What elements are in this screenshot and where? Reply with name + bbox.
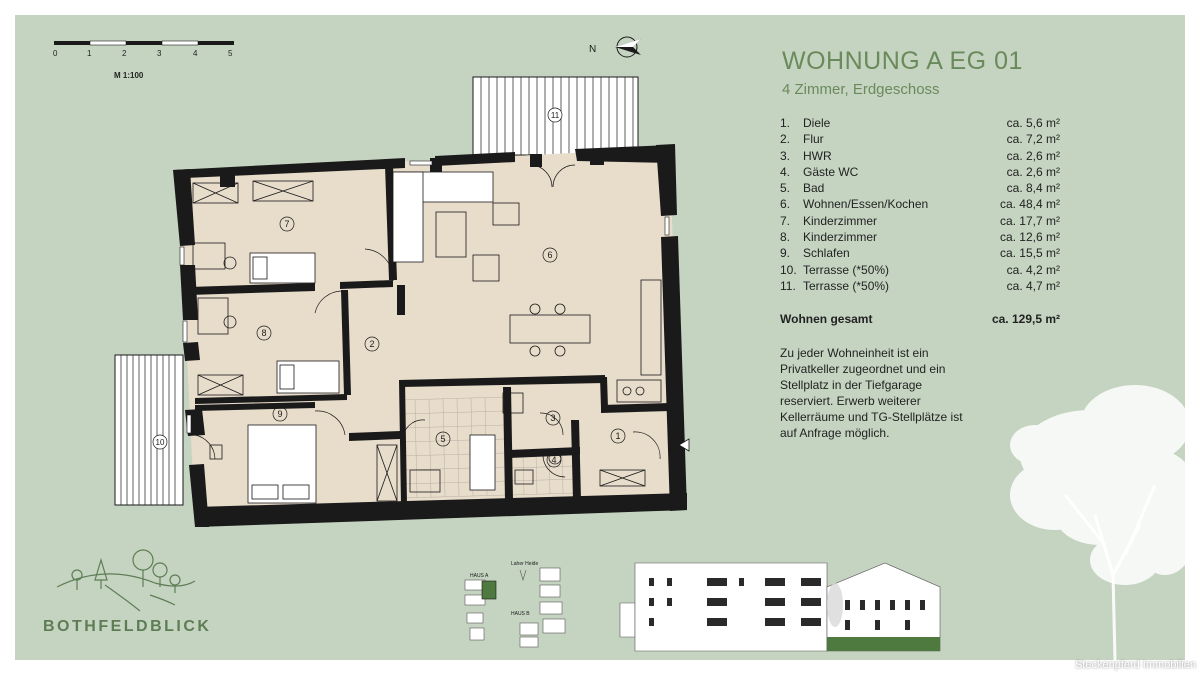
room-area: ca. 17,7 m² [999,213,1060,228]
building-elevation [15,15,1185,660]
room-area: ca. 4,7 m² [1006,278,1060,293]
room-number: 8. [780,230,791,245]
room-area: ca. 2,6 m² [1006,148,1060,163]
room-number: 1. [780,116,791,130]
room-name: Diele [803,116,831,130]
room-name: Bad [803,181,825,196]
room-row [780,213,1060,229]
room-number: 6. [780,197,791,212]
room-name: Terrasse (*50%) [803,278,890,293]
street-label: Laher Heide [511,561,539,567]
photo-credit: Steckenpferd Immobilien [1074,659,1196,671]
room-row [780,115,1060,131]
room-number: 2 [369,339,375,349]
room-number: 11 [550,111,560,120]
room-number: 10 [155,438,165,447]
room-number: 7 [284,219,290,229]
room-number: 5 [440,434,446,444]
apartment-subtitle: 4 Zimmer, Erdgeschoss [782,81,940,98]
room-number: 9 [277,409,283,419]
room-row [780,148,1060,164]
room-area: ca. 5,6 m² [1006,116,1060,130]
room-name: Kinderzimmer [803,213,878,228]
house-b-label: HAUS B [511,611,530,617]
room-row [780,131,1060,147]
floorplan-panel [15,15,1185,660]
scale-tick: 1 [87,49,92,58]
scale-tick: 0 [53,49,58,58]
room-number: 9. [780,246,791,261]
ground-floor-highlight [827,637,940,651]
room-area: ca. 15,5 m² [999,246,1060,261]
room-row [780,278,1060,294]
room-number: 8 [261,328,267,338]
room-number: 1 [615,431,621,441]
room-row [780,164,1060,180]
room-number: 6 [547,250,553,260]
house-a-label: HAUS A [470,573,489,579]
room-name: Schlafen [803,246,850,261]
room-name: Terrasse (*50%) [803,262,890,277]
room-list [780,115,1060,294]
room-row [780,262,1060,278]
room-number: 2. [780,132,791,147]
room-number: 4 [551,455,557,465]
scale-tick: 3 [157,49,162,58]
room-number: 3. [780,148,791,163]
total-area-label: Wohnen gesamt [780,312,873,326]
scale-tick: 2 [122,49,127,58]
room-row [780,196,1060,212]
room-number: 11. [780,278,796,293]
room-number: 7. [780,213,791,228]
room-row [780,245,1060,261]
room-name: HWR [803,148,832,163]
room-number: 4. [780,164,791,179]
room-number: 3 [550,413,556,423]
scale-label: M 1:100 [114,71,144,80]
room-row [780,229,1060,245]
room-area: ca. 48,4 m² [999,197,1060,212]
apartment-title: WOHNUNG A EG 01 [782,47,1023,75]
room-row [780,180,1060,196]
room-area: ca. 12,6 m² [999,230,1060,245]
room-number: 5. [780,181,791,196]
room-name: Gäste WC [803,164,859,179]
scale-tick: 5 [228,49,233,58]
room-name: Kinderzimmer [803,230,878,245]
room-name: Wohnen/Essen/Kochen [803,197,929,212]
info-note: Zu jeder Wohneinheit ist ein Privatkeller zugeordnet und ein Stellplatz in der Tiefgarage reserviert. Erwerb weiterer Kellerräume und TG-Stellplätze ist auf Anfrage möglich. [780,346,963,440]
room-area: ca. 4,2 m² [1006,262,1060,277]
room-area: ca. 8,4 m² [1006,181,1060,196]
brand-name: BOTHFELDBLICK [43,618,212,635]
room-area: ca. 2,6 m² [1006,164,1060,179]
scale-tick: 4 [193,49,198,58]
compass-label: N [589,44,597,55]
room-name: Flur [803,132,824,147]
total-area-value: ca. 129,5 m² [991,312,1060,326]
room-number: 10. [780,262,797,277]
room-area: ca. 7,2 m² [1006,132,1060,147]
